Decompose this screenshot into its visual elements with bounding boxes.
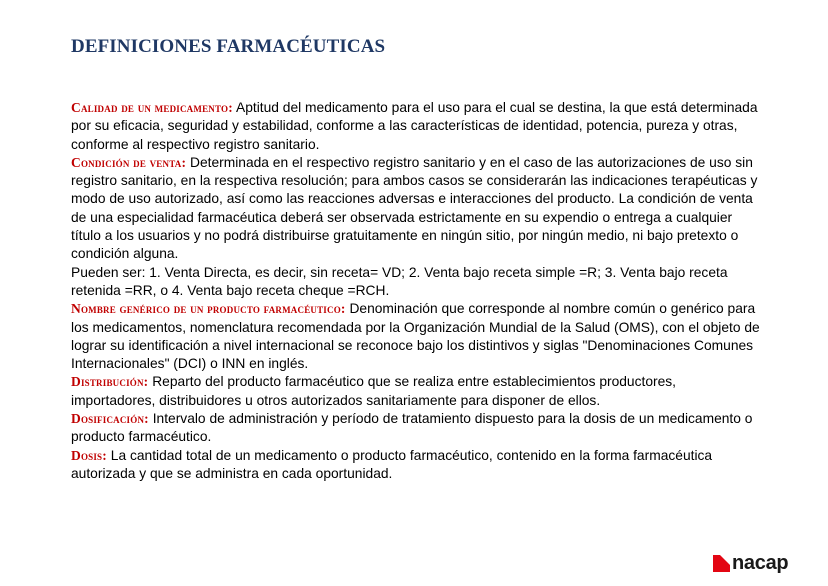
definition-condicion-venta <box>71 154 761 264</box>
definition-term: Dosis: <box>71 447 107 463</box>
definition-dosis <box>71 447 761 484</box>
definition-text: Pueden ser: 1. Venta Directa, es decir, sin receta= VD; 2. Venta bajo receta simple =R; 3. Venta bajo receta retenida =RR, o 4. Venta bajo receta cheque =RCH. <box>71 264 728 298</box>
definition-term: Calidad de un medicamento: <box>71 100 233 115</box>
definition-term: Condición de venta: <box>71 154 187 170</box>
definition-text: Aptitud del medicamento para el uso para el cual se destina, la que está determinada por su eficacia, seguridad y estabilidad, conforme a las características de identidad, potencia, pureza y otras, conforme al respectivo registro sanitario. <box>71 100 758 152</box>
definition-distribucion <box>71 373 761 410</box>
definition-text: Denominación que corresponde al nombre común o genérico para los medicamentos, nomenclatura recomendada por la Organización Mundial de la Salud (OMS), con el objeto de lograr su identificación a nivel internacional se reconoce bajo los distintivos y siglas "Denominaciones Comunes Internacionales" (DCI) o INN en inglés. <box>71 301 760 372</box>
definition-text: Reparto del producto farmacéutico que se realiza entre establecimientos productores, importadores, distribuidores u otros autorizados sanitariamente para disponer de ellos. <box>71 374 677 408</box>
definition-tipos-venta <box>71 264 761 301</box>
definition-text: Intervalo de administración y período de tratamiento dispuesto para la dosis de un medicamento o producto farmacéutico. <box>71 411 753 445</box>
definitions-list <box>71 99 761 483</box>
page-title: DEFINICIONES FARMACÉUTICAS <box>71 36 386 57</box>
logo-text: nacap <box>732 552 789 574</box>
definition-nombre-generico <box>71 300 761 373</box>
definition-text: Determinada en el respectivo registro sanitario y en el caso de las autorizaciones de uso sin registro sanitario, en la respectiva resolución; para ambos casos se considerarán las indicaciones terapéuticas y modo de uso autorizado, así como las reacciones adversas e interacciones del producto. La condición de venta de una especialidad farmacéutica deberá ser observada estrictamente en su expendio o entrega a cualquier título a los usuarios y no podrá distribuirse gratuitamente en ningún sitio, por ningún medio, ni bajo pretexto o condición alguna. <box>71 154 758 262</box>
definition-term: Nombre genérico de un producto farmacéutico: <box>71 301 346 317</box>
definition-text: La cantidad total de un medicamento o producto farmacéutico, contenido en la forma farmacéutica autorizada y que se administra en cada oportunidad. <box>71 447 713 481</box>
definition-dosificacion <box>71 410 761 447</box>
definition-calidad <box>71 99 761 154</box>
definition-term: Dosificación: <box>71 411 149 427</box>
definition-term: Distribución: <box>71 374 149 390</box>
inacap-logo-mark-icon <box>713 555 730 572</box>
inacap-logo <box>713 553 788 573</box>
